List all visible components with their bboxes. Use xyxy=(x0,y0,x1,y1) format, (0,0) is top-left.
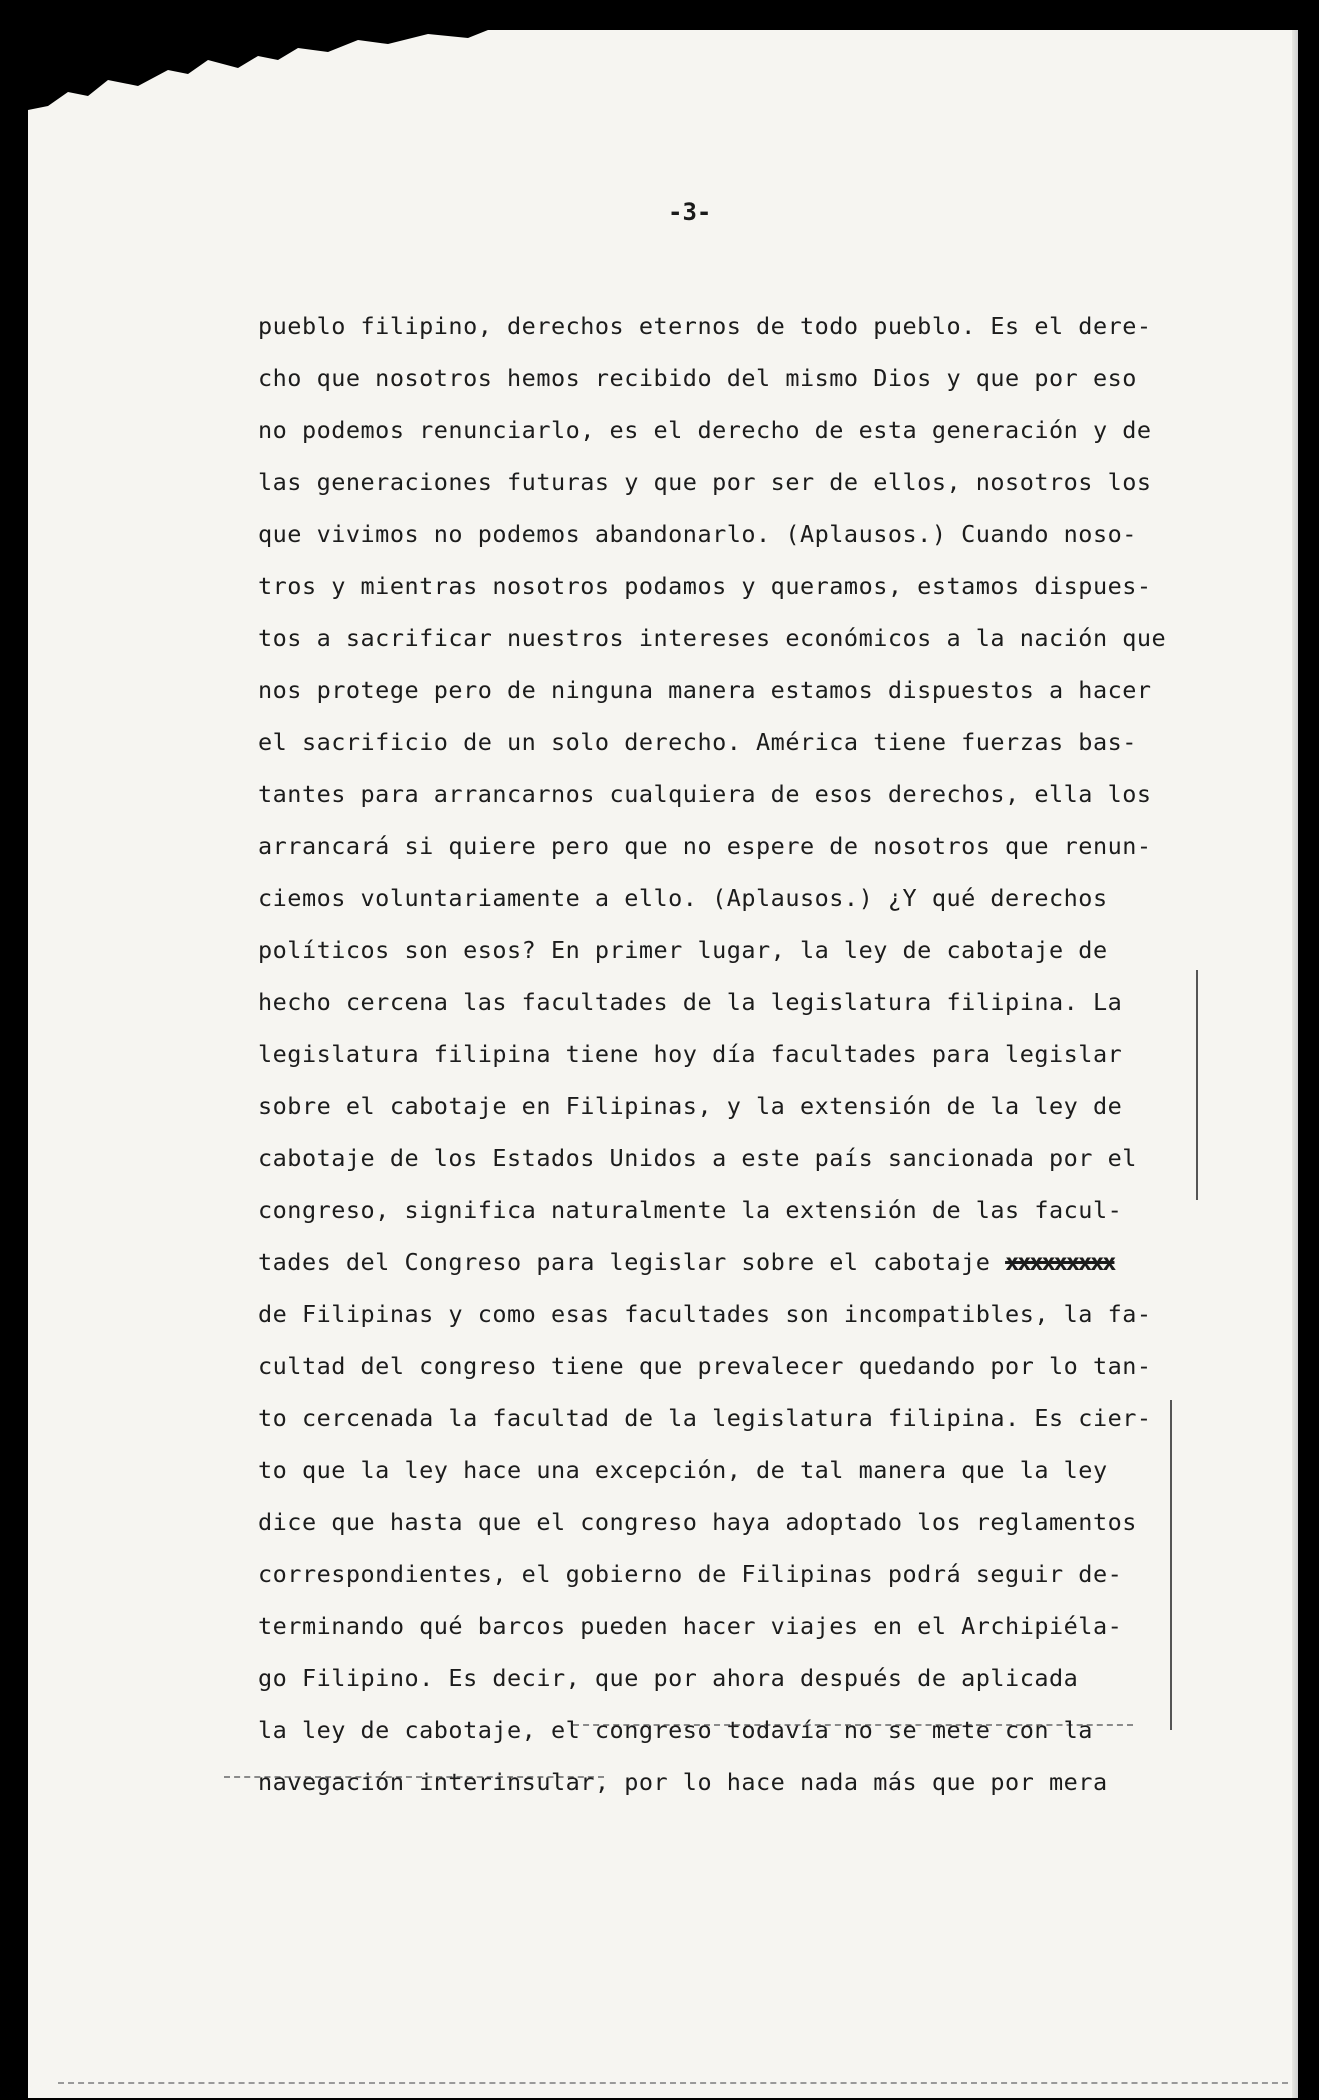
text-line: terminando qué barcos pueden hacer viajes en el Archipiéla- xyxy=(258,1612,1123,1640)
document-page xyxy=(28,30,1298,2098)
text-line: correspondientes, el gobierno de Filipinas podrá seguir de- xyxy=(258,1560,1123,1588)
text-line: las generaciones futuras y que por ser de ellos, nosotros los xyxy=(258,468,1152,496)
text-line: go Filipino. Es decir, que por ahora después de aplicada xyxy=(258,1664,1079,1692)
page-number: -3- xyxy=(668,198,712,226)
text-line: políticos son esos? En primer lugar, la ley de cabotaje de xyxy=(258,936,1108,964)
text-line: dice que hasta que el congreso haya adoptado los reglamentos xyxy=(258,1508,1137,1536)
text-line: to que la ley hace una excepción, de tal manera que la ley xyxy=(258,1456,1108,1484)
text-line: tos a sacrificar nuestros intereses económicos a la nación que xyxy=(258,624,1167,652)
text-line: la ley de cabotaje, el congreso todavía no se mete con la xyxy=(258,1716,1093,1744)
text-line: tros y mientras nosotros podamos y queramos, estamos dispues- xyxy=(258,572,1152,600)
text-line: nos protege pero de ninguna manera estamos dispuestos a hacer xyxy=(258,676,1152,704)
text-line: que vivimos no podemos abandonarlo. (Aplausos.) Cuando noso- xyxy=(258,520,1137,548)
text-line-with-strike xyxy=(258,1236,1228,1288)
text-line: cho que nosotros hemos recibido del mismo Dios y que por eso xyxy=(258,364,1137,392)
text-line: hecho cercena las facultades de la legislatura filipina. La xyxy=(258,988,1123,1016)
text-line: tantes para arrancarnos cualquiera de esos derechos, ella los xyxy=(258,780,1152,808)
text-line: ciemos voluntariamente a ello. (Aplausos.) ¿Y qué derechos xyxy=(258,884,1108,912)
text-line: cabotaje de los Estados Unidos a este país sancionada por el xyxy=(258,1144,1137,1172)
text-line: sobre el cabotaje en Filipinas, y la extensión de la ley de xyxy=(258,1092,1123,1120)
page-right-edge xyxy=(1292,30,1298,2098)
body-text xyxy=(258,300,1228,1808)
text-line: legislatura filipina tiene hoy día facultades para legislar xyxy=(258,1040,1123,1068)
text-line: no podemos renunciarlo, es el derecho de esta generación y de xyxy=(258,416,1152,444)
text-line: de Filipinas y como esas facultades son incompatibles, la fa- xyxy=(258,1300,1152,1328)
text-line-segment: tades del Congreso para legislar sobre el cabotaje xyxy=(258,1248,991,1276)
bottom-edge-rule xyxy=(58,2082,1288,2084)
torn-corner xyxy=(28,30,488,110)
text-line: pueblo filipino, derechos eternos de todo pueblo. Es el dere- xyxy=(258,312,1152,340)
text-line: to cercenada la facultad de la legislatura filipina. Es cier- xyxy=(258,1404,1152,1432)
text-line: el sacrificio de un solo derecho. América tiene fuerzas bas- xyxy=(258,728,1137,756)
text-line: congreso, significa naturalmente la extensión de las facul- xyxy=(258,1196,1123,1224)
text-line: cultad del congreso tiene que prevalecer quedando por lo tan- xyxy=(258,1352,1152,1380)
text-line: navegación interinsular, por lo hace nada más que por mera xyxy=(258,1768,1108,1796)
text-line: arrancará si quiere pero que no espere de nosotros que renun- xyxy=(258,832,1152,860)
struck-out-text: xxxxxxxxx xyxy=(1005,1248,1115,1276)
